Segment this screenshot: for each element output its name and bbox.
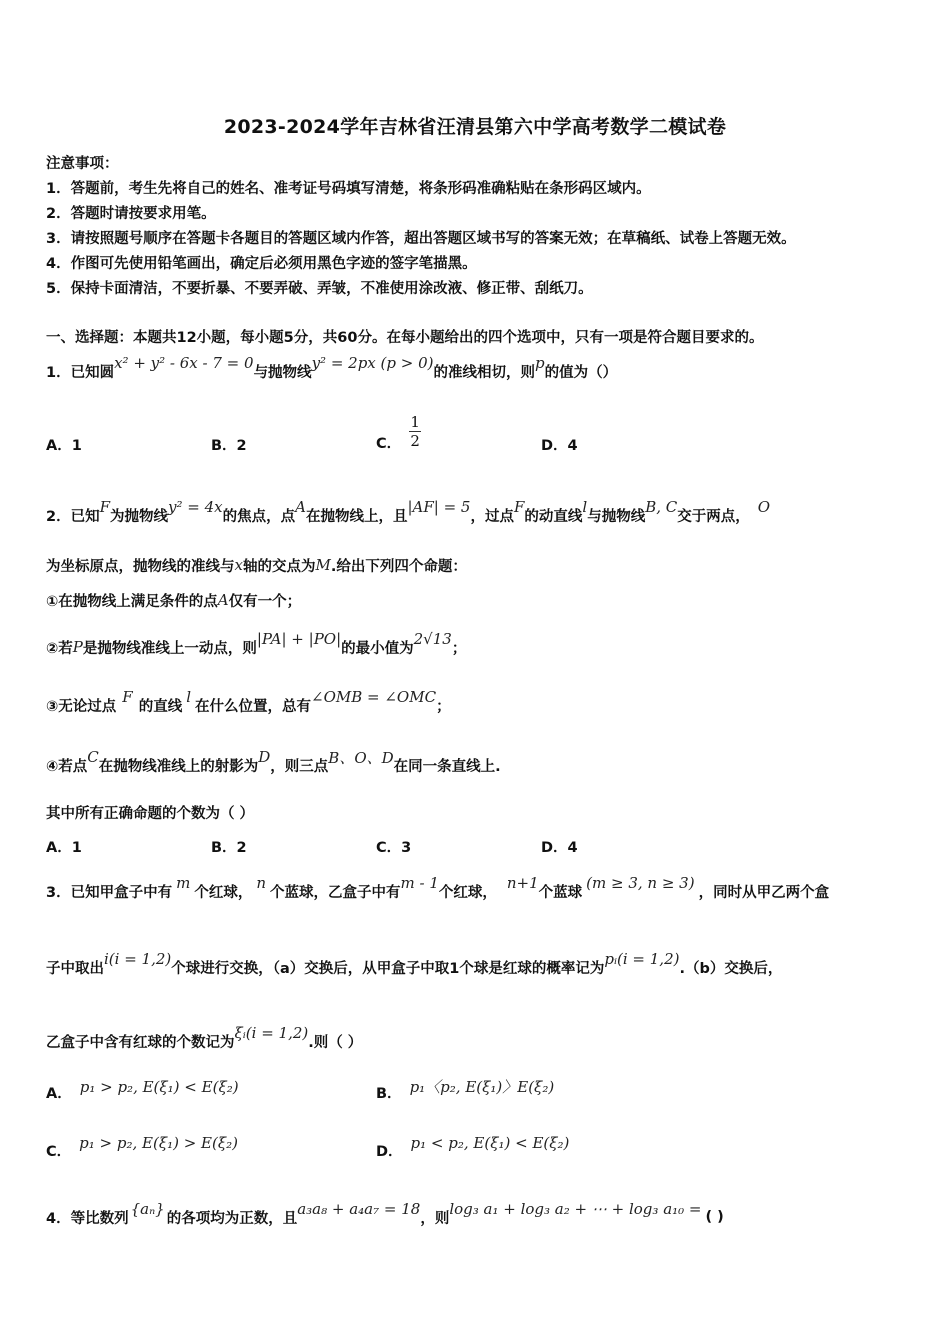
q2-text: ④若点	[46, 758, 88, 775]
q3-text: 个蓝球，乙盒子中有	[270, 884, 401, 901]
q2-text: ，则三点	[270, 758, 329, 775]
question-3-line-3	[46, 1026, 362, 1056]
proposition-3	[46, 690, 451, 720]
q2-text: 与抛物线	[587, 508, 646, 525]
page-title: 2023-2024学年吉林省汪清县第六中学高考数学二模试卷	[223, 116, 727, 138]
q2-math: P	[72, 638, 83, 656]
q3-text: ，同时从甲乙两个盒	[698, 884, 830, 901]
q3-option-a[interactable]	[46, 1077, 239, 1103]
section-heading: 一、选择题：本题共12小题，每小题5分，共60分。在每小题给出的四个选项中，只有一项是符合题目要求的。	[46, 330, 764, 346]
question-2-line-2	[46, 550, 467, 580]
q2-text: 的最小值为	[341, 640, 414, 657]
notice-item: 2．答题时请按要求用笔。	[46, 206, 216, 222]
q3-text: 个球进行交换，（a）交换后，从甲盒子中取1个球是红球的概率记为	[171, 960, 605, 977]
q3-text: 个红球，	[194, 884, 253, 901]
q2-text: .给出下列四个命题：	[330, 558, 467, 575]
q2-math: ∠OMB = ∠OMC	[311, 688, 437, 706]
q2-math: x	[234, 556, 243, 574]
q2-text: ；	[436, 698, 451, 715]
q2-math: l	[582, 498, 588, 516]
q2-math: C	[87, 748, 99, 766]
option-label: B．	[376, 1086, 402, 1102]
q2-text: 在同一条直线上.	[393, 758, 501, 775]
q2-text: ；	[451, 640, 467, 657]
q3-text: .则（ ）	[308, 1034, 363, 1051]
q2-text: 在抛物线准线上的射影为	[98, 758, 259, 775]
q1-text: 与抛物线	[253, 364, 312, 381]
q2-option-c[interactable]: C．3	[376, 840, 412, 856]
option-label: D．4	[541, 438, 578, 454]
option-math: p₁ > p₂, E(ξ₁) < E(ξ₂)	[79, 1077, 239, 1096]
q2-math: |AF| = 5	[407, 498, 471, 516]
q2-math: F	[99, 498, 111, 516]
q1-parabola-equation: y² = 2px (p > 0)	[311, 354, 434, 372]
question-3-line-2	[46, 952, 782, 982]
q2-text: 交于两点，	[677, 508, 750, 525]
q1-circle-equation: x² + y² - 6x - 7 = 0	[114, 354, 254, 372]
notice-item: 3．请按照题号顺序在答题卡各题目的答题区域内作答，超出答题区域书写的答案无效；在草稿纸、试卷上答题无效。	[46, 231, 796, 247]
q2-text: 仅有一个；	[228, 593, 302, 610]
option-label: B．2	[211, 438, 247, 454]
q3-text: .（b）交换后，	[679, 960, 783, 977]
q4-text: 的各项均为正数，且	[166, 1210, 298, 1227]
q3-option-c[interactable]	[46, 1133, 238, 1161]
q3-option-b[interactable]	[376, 1078, 555, 1103]
q2-math: F	[122, 688, 133, 706]
q4-math: {aₙ}	[130, 1200, 165, 1218]
option-label: C．	[46, 1144, 72, 1160]
q3-math: i(i = 1,2)	[104, 950, 172, 968]
notice-item: 1．答题前，考生先将自己的姓名、准考证号码填写清楚，将条形码准确粘贴在条形码区域内。	[46, 181, 651, 197]
q2-text: ③无论过点	[46, 698, 117, 715]
q2-text: 在抛物线上，且	[305, 508, 408, 525]
q4-math: log₃ a₁ + log₃ a₂ + ⋯ + log₃ a₁₀ =	[449, 1200, 702, 1218]
q2-math: F	[513, 498, 525, 516]
q1-option-b[interactable]	[211, 434, 247, 455]
question-3-line-1	[46, 876, 829, 906]
q2-math: y² = 4x	[168, 498, 223, 516]
proposition-1	[46, 585, 301, 615]
q1-text: 1．已知圆	[46, 364, 115, 381]
q1-text: 的值为（）	[544, 364, 618, 381]
q4-math: a₃a₈ + a₄a₇ = 18	[297, 1200, 421, 1218]
notice-item: 4．作图可先使用铅笔画出，确定后必须用黑色字迹的签字笔描黑。	[46, 256, 477, 272]
q2-math: l	[186, 688, 192, 706]
q1-option-d[interactable]	[541, 434, 578, 455]
q1-option-a[interactable]	[46, 434, 82, 455]
fraction-numerator: 1	[410, 413, 420, 431]
q3-text: 3．已知甲盒子中有	[46, 884, 173, 901]
q3-text: 子中取出	[46, 960, 104, 977]
question-1	[46, 356, 617, 386]
q2-math: A	[295, 498, 306, 516]
q3-math: (m ≥ 3, n ≥ 3)	[586, 874, 695, 892]
q2-option-d[interactable]: D．4	[541, 840, 578, 856]
notice-item: 5．保持卡面清洁，不要折暴、不要弄破、弄皱，不准使用涂改液、修正带、刮纸刀。	[46, 281, 593, 297]
option-math: p₁ < p₂, E(ξ₁) < E(ξ₂)	[410, 1133, 570, 1152]
q2-option-a[interactable]: A．1	[46, 840, 82, 856]
q4-text: ( )	[705, 1209, 724, 1225]
q2-text: 轴的交点为	[242, 558, 316, 575]
q2-option-b[interactable]: B．2	[211, 840, 247, 856]
q2-text: 为坐标原点，抛物线的准线与	[46, 558, 235, 575]
q1-var-p: p	[534, 354, 545, 372]
q2-text: 的焦点，点	[222, 508, 296, 525]
q2-text: ①在抛物线上满足条件的点	[46, 593, 218, 610]
option-label: A．1	[46, 438, 82, 454]
q3-math: n+1	[506, 874, 539, 892]
proposition-2	[46, 632, 466, 662]
q3-math: ξᵢ(i = 1,2)	[234, 1024, 309, 1042]
q2-text: ，过点	[470, 508, 514, 525]
q3-math: pᵢ(i = 1,2)	[604, 950, 680, 968]
q1-option-c[interactable]	[376, 410, 421, 453]
q2-text: ②若	[46, 640, 73, 657]
q2-text: 是抛物线准线上一动点，则	[82, 640, 257, 657]
q3-math: m	[176, 874, 191, 892]
q2-text: 在什么位置，总有	[195, 698, 312, 715]
q3-text: 乙盒子中含有红球的个数记为	[46, 1034, 235, 1051]
notice-heading: 注意事项：	[46, 156, 119, 172]
q2-math: M	[315, 556, 331, 574]
q3-option-d[interactable]	[376, 1133, 570, 1161]
q2-text: 为抛物线	[110, 508, 169, 525]
q2-math: |PA| + |PO|	[256, 630, 342, 648]
q2-math: A	[217, 591, 229, 609]
fraction	[409, 413, 421, 450]
option-label: D．	[376, 1144, 403, 1160]
question-2-line-1	[46, 500, 770, 530]
q2-math: O	[757, 498, 771, 516]
option-math: p₁〈p₂, E(ξ₁)〉E(ξ₂)	[409, 1078, 555, 1096]
q2-math: B, C	[645, 498, 678, 516]
q2-math: 2√13	[413, 630, 452, 648]
q4-text: ，则	[420, 1210, 450, 1227]
q2-math: B、O、D	[328, 748, 394, 767]
fraction-denominator: 2	[410, 432, 420, 450]
q3-math: m - 1	[400, 874, 439, 892]
q2-text: 的直线	[138, 698, 183, 715]
q2-text: 的动直线	[524, 508, 583, 525]
proposition-4	[46, 750, 501, 780]
option-math: p₁ > p₂, E(ξ₁) > E(ξ₂)	[79, 1133, 238, 1152]
option-label: C．	[376, 436, 402, 452]
q3-text: 个蓝球	[538, 884, 583, 901]
option-label: A．	[46, 1086, 72, 1102]
q2-ask: 其中所有正确命题的个数为（ ）	[46, 806, 255, 822]
q1-text: 的准线相切，则	[433, 364, 535, 381]
q2-text: 2．已知	[46, 508, 100, 525]
q3-math: n	[256, 874, 266, 892]
q4-text: 4．等比数列	[46, 1210, 129, 1227]
q2-math: D	[258, 748, 271, 766]
question-4	[46, 1202, 724, 1232]
q3-text: 个红球，	[438, 884, 497, 901]
